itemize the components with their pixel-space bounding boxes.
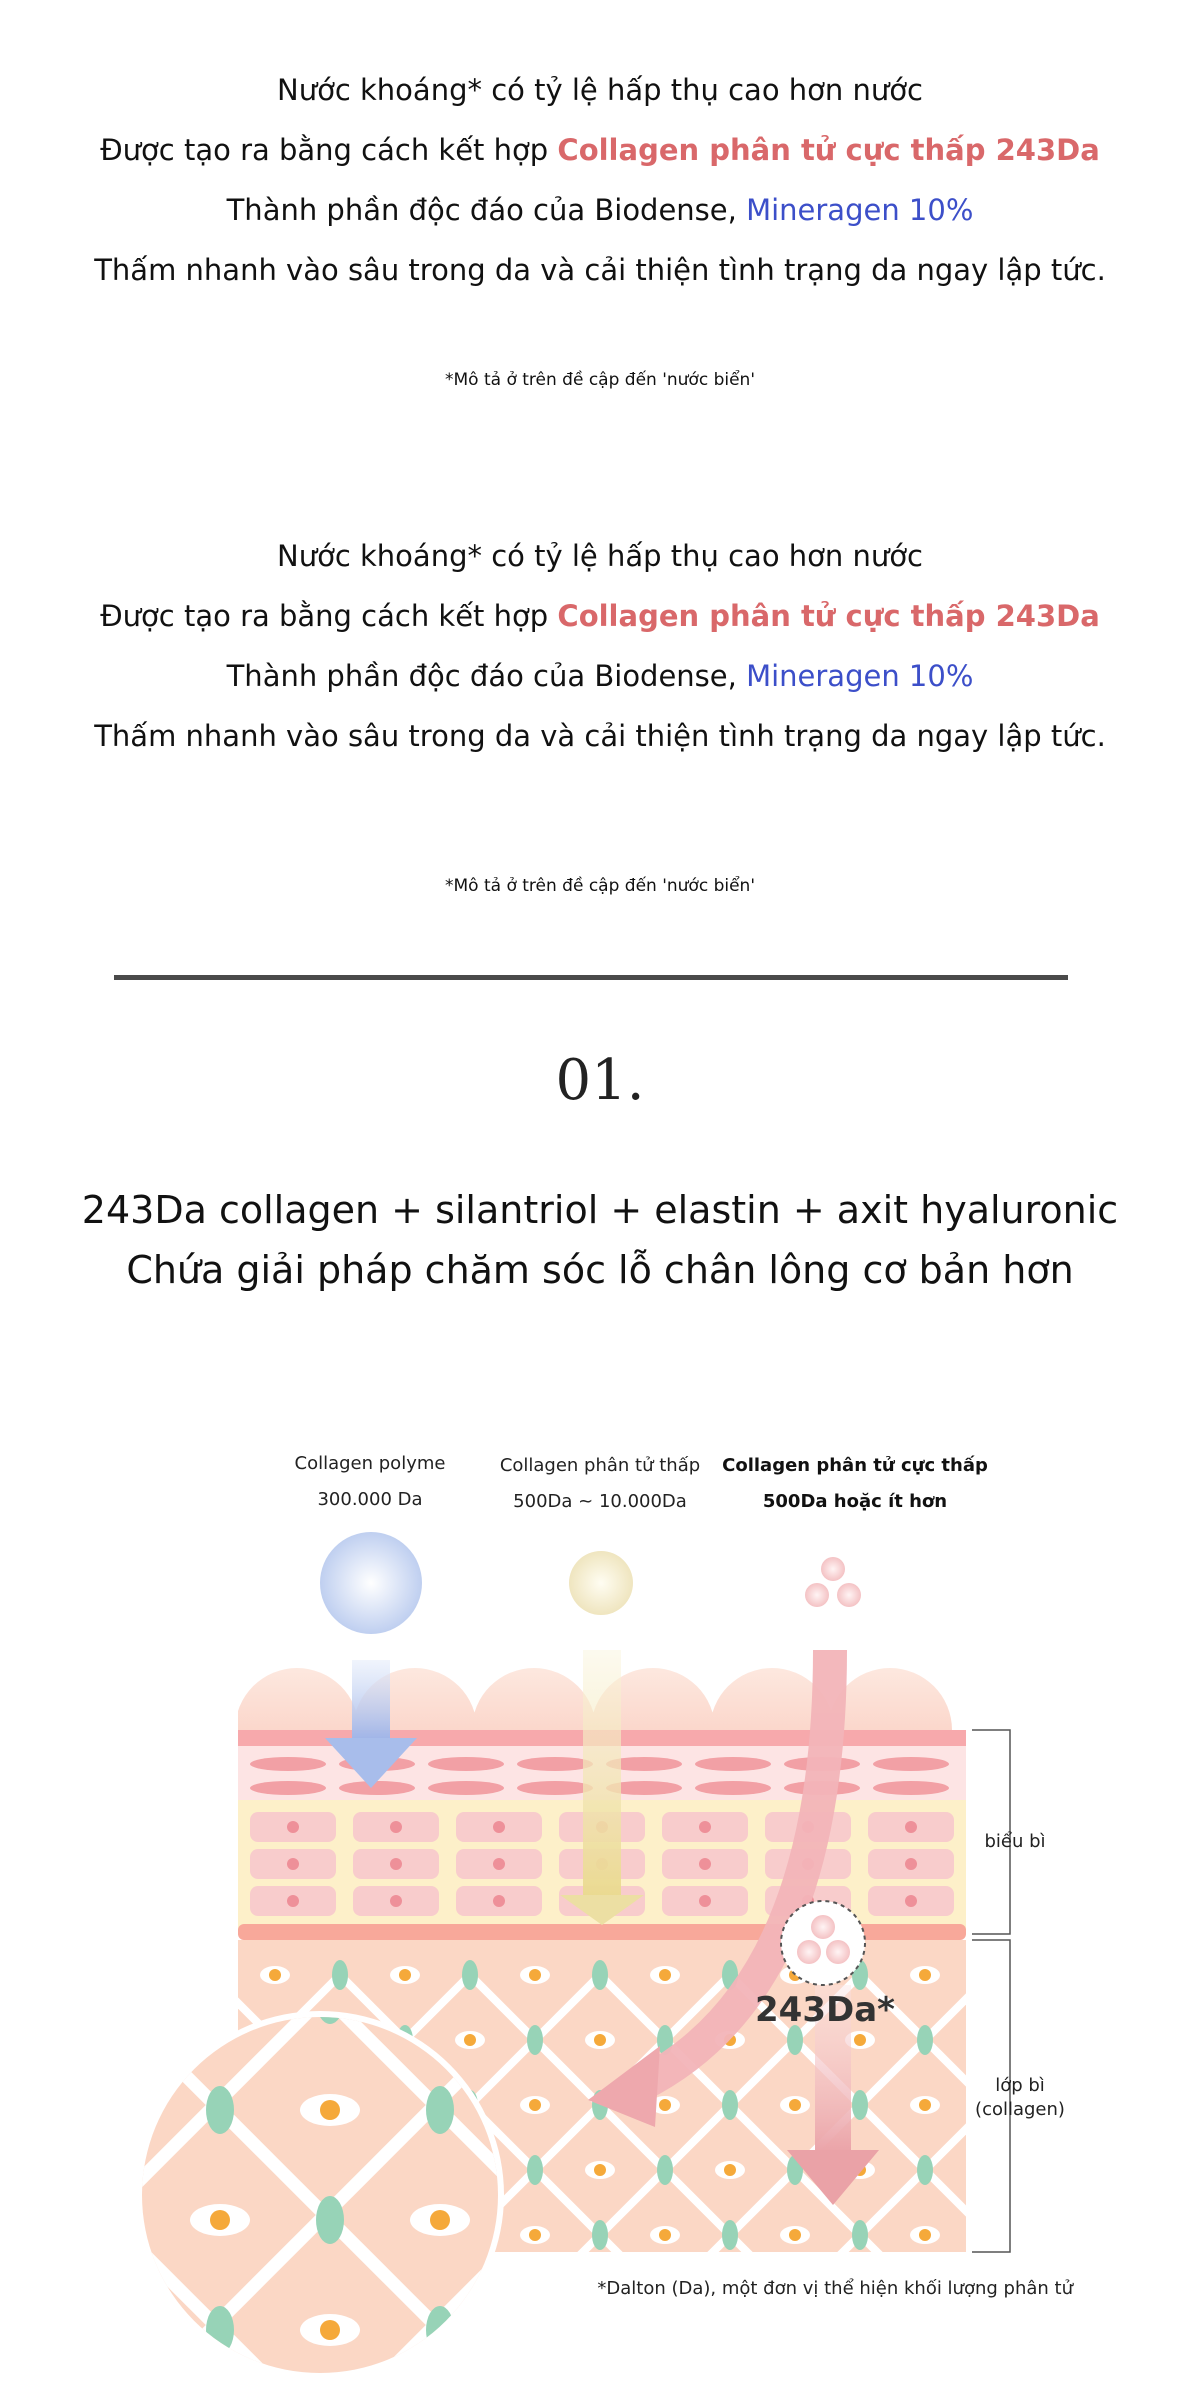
dermis-cell-nucleus — [204, 2034, 216, 2046]
fiber-node — [917, 2155, 933, 2185]
dermis-cell-nucleus — [529, 2229, 541, 2241]
cell-nucleus — [493, 1858, 505, 1870]
dermis-cell-nucleus — [529, 1969, 541, 1981]
collagen-fiber — [0, 2000, 100, 2391]
flat-cell — [873, 1757, 949, 1771]
fiber-node — [72, 1960, 88, 1990]
dermis-cell-nucleus — [984, 2164, 996, 2176]
collagen-fiber — [0, 1975, 80, 2275]
fiber-node — [0, 2306, 14, 2354]
dermis-cell — [130, 1966, 160, 1984]
highlight-collagen: Collagen phân tử cực thấp 243Da — [557, 599, 1100, 633]
dermis-cell-nucleus — [399, 1969, 411, 1981]
dalton-footnote: *Dalton (Da), một đơn vị thể hiện khối lượng phân tử — [597, 2278, 1073, 2299]
intro-line-4: Thấm nhanh vào sâu trong da và cải thiện tình trạng da ngay lập tức. — [94, 719, 1106, 753]
flat-cell — [517, 1781, 593, 1795]
dermis-cell-nucleus — [919, 1969, 931, 1981]
dermis-cell-nucleus — [529, 2099, 541, 2111]
fiber-node — [202, 1960, 218, 1990]
dermis-cell-nucleus — [1049, 1969, 1061, 1981]
intro-line-3-prefix: Thành phần độc đáo của Biodense, — [226, 193, 747, 227]
dermis-cell-nucleus — [139, 1969, 151, 1981]
dermis-cell — [1040, 1966, 1070, 1984]
collagen-fiber — [990, 1975, 1200, 2275]
molecule-name: Collagen phân tử thấp — [499, 1455, 701, 1476]
fiber-node — [722, 2220, 738, 2250]
dermis-cell-nucleus — [464, 2034, 476, 2046]
dermis-cell-nucleus — [724, 2164, 736, 2176]
collagen-fiber — [1080, 1975, 1200, 2275]
dermis-cell — [0, 1984, 30, 2016]
dermis-cell-nucleus — [100, 2100, 120, 2120]
dermis-cell-nucleus — [760, 2320, 780, 2340]
dermis-cell — [80, 2314, 140, 2346]
cell-nucleus — [287, 1858, 299, 1870]
collagen-fiber — [0, 1975, 120, 2275]
molecule-size: 500Da hoặc ít hơn — [762, 1491, 948, 1512]
molecule-name: Collagen polyme — [294, 1453, 446, 1474]
fiber-node — [527, 2025, 543, 2055]
collagen-fiber — [990, 2000, 1200, 2391]
fiber-node — [982, 1960, 998, 1990]
fiber-node — [527, 2155, 543, 2185]
fiber-node — [0, 2086, 14, 2134]
cell-nucleus — [699, 1895, 711, 1907]
fiber-node — [72, 2220, 88, 2250]
collagen-fiber — [950, 1975, 1200, 2275]
dermis-cell-nucleus — [320, 2100, 340, 2120]
layer-label-dermis — [950, 2074, 1090, 2122]
fiber-node — [527, 2285, 543, 2315]
fiber-node — [592, 1960, 608, 1990]
section-headline-line-1: 243Da collagen + silantriol + elastin + axit hyaluronic — [81, 1188, 1119, 1232]
dermis-cell — [80, 2094, 140, 2126]
flat-cell — [250, 1781, 326, 1795]
dermis-cell — [975, 2161, 1005, 2179]
dermis-cell-nucleus — [210, 2210, 230, 2230]
intro-line-2-prefix: Được tạo ra bằng cách kết hợp — [100, 599, 558, 633]
layer-label-dermis-line-2: (collagen) — [975, 2099, 1065, 2120]
layer-brackets — [972, 1730, 1010, 2252]
flat-cell — [339, 1781, 415, 1795]
intro-note: *Mô tả ở trên đề cập đến 'nước biển' — [444, 876, 756, 896]
fiber-node — [72, 2090, 88, 2120]
molecule-low-icon — [569, 1551, 633, 1615]
dermis-cell-nucleus — [659, 2229, 671, 2241]
dermis-cell-nucleus — [269, 1969, 281, 1981]
collagen-fiber — [1120, 1975, 1200, 2275]
dermis-cell-nucleus — [659, 1969, 671, 1981]
fiber-node — [657, 2155, 673, 2185]
dermis-cell — [740, 2314, 800, 2346]
section-number: 01. — [555, 1048, 645, 1113]
layer-label-epidermis: biểu bì — [984, 1831, 1046, 1852]
dermis-cell-nucleus — [1114, 2294, 1126, 2306]
highlight-mineragen: Mineragen 10% — [746, 193, 974, 227]
fiber-node — [96, 1976, 124, 2024]
fiber-node — [206, 2086, 234, 2134]
cell-nucleus — [905, 1821, 917, 1833]
fiber-node — [852, 2090, 868, 2120]
flat-cell — [873, 1781, 949, 1795]
dermis-cell — [130, 2096, 160, 2114]
fiber-node — [137, 2285, 153, 2315]
dermis-cell-nucleus — [540, 2320, 560, 2340]
cell-nucleus — [287, 1895, 299, 1907]
dermis-cell-nucleus — [430, 2210, 450, 2230]
molecule-size: 300.000 Da — [317, 1489, 423, 1510]
fiber-node — [592, 2220, 608, 2250]
intro-line-3-prefix: Thành phần độc đáo của Biodense, — [226, 659, 747, 693]
cell-nucleus — [905, 1858, 917, 1870]
fiber-node — [917, 2025, 933, 2055]
intro-note: *Mô tả ở trên đề cập đến 'nước biển' — [444, 370, 756, 390]
cell-nucleus — [390, 1858, 402, 1870]
fiber-node — [646, 2306, 674, 2354]
intro-line-1: Nước khoáng* có tỷ lệ hấp thụ cao hơn nước — [277, 73, 923, 107]
dermis-cell-nucleus — [789, 2099, 801, 2111]
dermis-cell-nucleus — [594, 2164, 606, 2176]
flat-cell — [428, 1781, 504, 1795]
dermis-cell — [520, 2314, 580, 2346]
molecule-ultra-low-icon — [805, 1557, 861, 1607]
243da-marker-icon — [781, 1901, 865, 1985]
dermis-cell-nucleus — [1049, 2229, 1061, 2241]
cell-nucleus — [699, 1858, 711, 1870]
collagen-fiber — [0, 2000, 90, 2391]
dermis-cell — [1040, 2226, 1070, 2244]
dermis-cell-nucleus — [210, 1990, 230, 2010]
dermis-cell — [975, 2031, 1005, 2049]
fiber-node — [462, 1960, 478, 1990]
molecule-size: 500Da ~ 10.000Da — [513, 1491, 687, 1512]
dermis-cell-nucleus — [789, 2229, 801, 2241]
cell-nucleus — [699, 1821, 711, 1833]
flat-cell — [695, 1757, 771, 1771]
fiber-node — [722, 2090, 738, 2120]
dermis-cell-nucleus — [594, 2034, 606, 2046]
flat-cell — [428, 1757, 504, 1771]
dermis-cell-nucleus — [854, 2034, 866, 2046]
dermis-cell-nucleus — [984, 2034, 996, 2046]
cell-nucleus — [493, 1895, 505, 1907]
dermis-cell-nucleus — [919, 2099, 931, 2111]
molecule-polymer-icon — [320, 1532, 422, 1634]
highlight-collagen: Collagen phân tử cực thấp 243Da — [557, 133, 1100, 167]
cell-nucleus — [905, 1895, 917, 1907]
section-headline-line-2: Chứa giải pháp chăm sóc lỗ chân lông cơ bản hơn — [126, 1248, 1074, 1292]
fiber-node — [1047, 2155, 1063, 2185]
intro-line-4: Thấm nhanh vào sâu trong da và cải thiện tình trạng da ngay lập tức. — [94, 253, 1106, 287]
dermis-cell-nucleus — [659, 2099, 671, 2111]
flat-cell — [250, 1757, 326, 1771]
dermis-cell-nucleus — [320, 2320, 340, 2340]
collagen-fiber — [1000, 2000, 1200, 2391]
dermis-cell-nucleus — [919, 2229, 931, 2241]
fiber-node — [1047, 2025, 1063, 2055]
dermis-cell-nucleus — [1114, 2034, 1126, 2046]
highlight-mineragen: Mineragen 10% — [746, 659, 974, 693]
cell-nucleus — [390, 1821, 402, 1833]
cell-nucleus — [287, 1821, 299, 1833]
fiber-node — [852, 2220, 868, 2250]
dermis-cell-nucleus — [0, 1990, 10, 2010]
dermis-cell-nucleus — [1114, 2164, 1126, 2176]
dermis-cell-nucleus — [139, 2099, 151, 2111]
243da-marker-label: 243Da* — [755, 1990, 895, 2030]
intro-line-2-prefix: Được tạo ra bằng cách kết hợp — [100, 133, 558, 167]
molecule-name: Collagen phân tử cực thấp — [722, 1455, 988, 1476]
fiber-node — [316, 2196, 344, 2244]
cell-nucleus — [390, 1895, 402, 1907]
fiber-node — [137, 2025, 153, 2055]
layer-label-dermis-line-1: lớp bì — [995, 2075, 1045, 2096]
dermis-cell — [1105, 2031, 1135, 2049]
fiber-node — [332, 1960, 348, 1990]
dermis-cell — [0, 2204, 30, 2236]
fiber-node — [982, 2220, 998, 2250]
cell-nucleus — [493, 1821, 505, 1833]
dermis-cell — [1105, 2161, 1135, 2179]
fiber-node — [96, 2196, 124, 2244]
flat-cell — [517, 1757, 593, 1771]
dermis-cell-nucleus — [100, 2320, 120, 2340]
dermis-cell — [1105, 2291, 1135, 2309]
dermis-cell-nucleus — [0, 2210, 10, 2230]
flat-cell — [695, 1781, 771, 1795]
fiber-node — [426, 2086, 454, 2134]
intro-line-1: Nước khoáng* có tỷ lệ hấp thụ cao hơn nước — [277, 539, 923, 573]
